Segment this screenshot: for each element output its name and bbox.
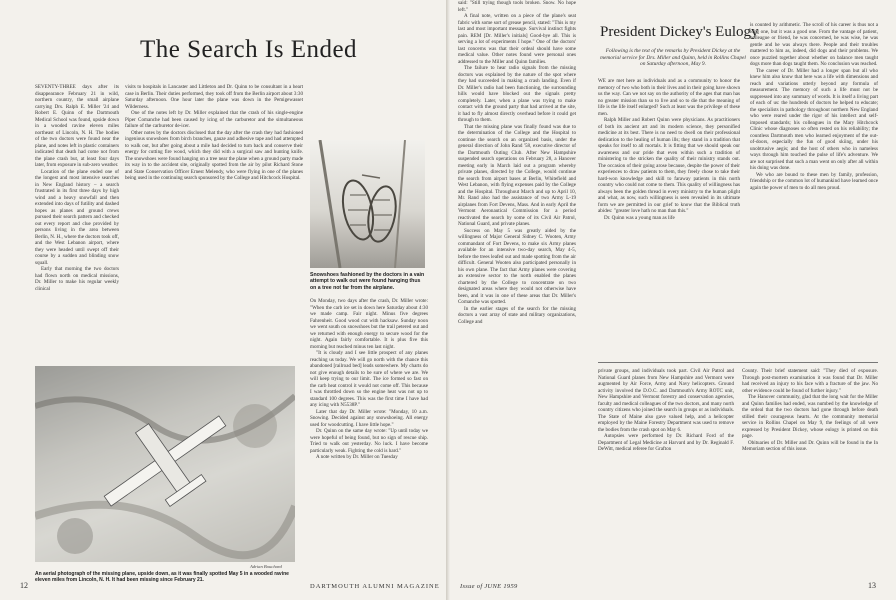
paragraph: Location of the plane ended one of the longest and most intensive searches in New England history – a search frustrated in its first three days by high wind and a heavy snowfall and then extended into days of futility and dashed hopes as planes and ground crews pursued their search pattern and checked out every report and clue provided by persons living in the area between Berlin, N. H., where the doctors took off, and the West Lebanon airport, where they were headed until swept off their course by a sudden and blinding snow squall. (35, 168, 119, 266)
article-column-1 (35, 84, 119, 356)
article-continuation-column (458, 0, 576, 440)
snowshoes-illustration (310, 140, 425, 268)
paragraph: Dr. Quinn was a young man as life (604, 214, 675, 221)
article-column-3 (310, 298, 428, 574)
eulogy-column-1 (598, 78, 740, 358)
snowshoes-caption: Snowshoes fashioned by the doctors in a vain attempt to walk out were found hanging thus on a tree not far from the airplane. (310, 272, 425, 291)
snowshoes-photo (310, 140, 425, 268)
paragraph: The failure to hear radio signals from the missing doctors was explained by the nature of the spot where they had succeeded in making a crash landing. Even if Dr. Miller's radio had been functioning, the surrounding hills would have blocked out the signals pretty completely. Later, when a plane was trying to make contact with the ground party that had arrived at the site, it had to fly almost directly overhead before it could get through to them. (458, 65, 576, 123)
paragraph (598, 78, 740, 117)
aerial-plane-photo (35, 366, 295, 562)
magazine-title-footer: DARTMOUTH ALUMNI MAGAZINE (310, 583, 440, 590)
paragraph: County. Their brief statement said: "They died of exposure. Through post-mortem examination it was found that Dr. Miller had received an injury to his face with a fracture of the jaw. No other evidence could be found of further injury." (742, 368, 878, 394)
paragraph-text: WE are met here as individuals and as a community to honor the memory of two who both in their lives and in their going have shown us the way. Can we not say on the authority of the ages that man has no greater mission than so to live and so to die that the meaning of life is the life itself enlarged? Such at least was the privilege of these men. (598, 78, 740, 117)
paragraph: SEVENTY-THREE days after its disappearance February 21 in wild, northern country, the small airplane carrying Drs. Ralph E. Miller '24 and Robert E. Quinn of the Dartmouth Medical School was found, upside down in a wooded ravine eleven miles northeast of Lincoln, N. H. The bodies of the two doctors were found near the plane, and notes left in plastic containers indicated that death had come not from the plane crash but, at least four days later, from exposure in sub-zero weather. (35, 84, 119, 168)
paragraph: On Monday, two days after the crash, Dr. Miller wrote: "When the carb ice set in down here Saturday about 4:30 we made camp. Fair night. Minus five degrees Fahrenheit. Good wood cut with hacksaw. Sunday noon we went south on snowshoes but the trail petered out and we returned with enough energy to secure wood for the night. Again fairly comfortable. It is plus five this morning but reached minus ten last night. (310, 298, 428, 350)
paragraph: is counted by arithmetic. The scroll of his career is thus not a long one, but it was a good one. From the vantage of patient, colleague or friend, he was concerned, he was wise, he was gentle and he was always there. People and their troubles mattered to him as, indeed, did dogs and their problems. We once puzzled together about whether on balance men taught dogs more than dogs taught them. No conclusion was reached. (750, 22, 878, 67)
right-page (450, 0, 896, 600)
article-column-2 (125, 84, 303, 356)
paragraph: A note written by Dr. Miller on Tuesday (316, 454, 398, 460)
page-number-left: 12 (20, 581, 28, 590)
section-divider (598, 362, 878, 363)
article-headline: The Search Is Ended (140, 36, 358, 63)
eulogy-headline: President Dickey's Eulogy (600, 24, 759, 40)
plane-illustration (35, 366, 295, 562)
paragraph: We who are bound to these men by family, profession, friendship or the common lot of humankind have learned once again the power of men to do all men proud. (750, 171, 878, 191)
paragraph: One of the notes left by Dr. Miller explained that the crash of his single-engine Piper Comanche had been caused by icing of the carburetor and the simultaneous failure of the carburetor de-icer. (125, 110, 303, 129)
paragraph: visits to hospitals in Lancaster and Littleton and Dr. Quinn to be consultant in a heart case in Berlin. Their duties performed, they took off from the Berlin airport about 3:30 Saturday afternoon. One hour later the plane was down in the Pemigewasset Wilderness. (125, 84, 303, 110)
paragraph: That the missing plane was finally found was due to the determination of the College and the Hospital to continue the search on an organized basis, under the general direction of John Rand '58, executive director of the Dartmouth Outing Club. After New Hampshire suspended search operations on February 28, a Hanover meeting early in March laid out a program whereby private planes, directed by the College, would continue the search from airport bases at Berlin, Whitefield and West Lebanon, with flying expenses paid by the College and the Hospital. Throughout March and up to April 10, Mr. Rand also had the assistance of two Army L-19 airplanes from Fort Devens, Mass. And in early April the Vermont Aeronautical Commission for a period reactivated the search by some of its Civil Air Patrol, National Guard, and private planes. (458, 123, 576, 227)
paragraph: "It is cloudy and I see little prospect of any planes reaching us today. We will go north with the chance this abandoned [railroad bed] leads somewhere. My charts do not give enough details to be sure of where we are. We will keep trying to our limit. The ice formed so fast on the carb heat control it would not come off. This because I was throttled down so the engine heat was not up to standard 100 degrees. This was the first time I have had any icing with N5538P." (310, 350, 428, 408)
paragraph: private groups, and individuals took part. Civil Air Patrol and National Guard planes from New Hampshire and Vermont were augmented by Air Force, Army and Navy helicopters. Ground activity involved the D.O.C. and Dartmouth's Army ROTC unit, New Hampshire and Vermont forestry and conservation agencies, faculty and medical colleagues of the two doctors, and many north country citizens who joined the search in groups or as individuals. The State of Maine also gave valued help, and a helicopter employed by the Maine Forestry Department was used to remove the bodies from the crash spot on May 6. (598, 368, 734, 433)
left-page (0, 0, 446, 600)
paragraph: The Hanover community, glad that the long wait for the Miller and Quinn families had ended, was numbed by the knowledge of the ordeal that the two doctors had gone through before death stilled their courageous hearts. At the community memorial service in Rollins Chapel on May 9, the feelings of all were expressed by President Dickey, whose eulogy is printed on this page. (742, 394, 878, 439)
paragraph: A final note, written on a piece of the plane's seat fabric with some sort of grease pencil, stated: "This is my last and most important message. Survival instinct fights pain. REM [Dr. Miller's initials] Good-bye all. This is serving a lot of experiments I hope." One of the doctors' last concerns was that their ordeal should have some medical value. Other notes found were personal ones addressed to the Miller and Quinn families. (458, 13, 576, 65)
eulogy-intro: Following is the text of the remarks by President Dickey at the memorial service for Drs. Miller and Quinn, held in Rollins Chapel on Saturday afternoon, May 9. (600, 48, 746, 68)
paragraph: The career of Dr. Miller had a longer span but all who knew him also know that here was a life with dimensions and reach and variations utterly beyond any formula of measurement. The memory of such a life must not be suppressed into any summary of words. It is itself a living part of each of us: the hundreds of doctors he helped to educate; the specialists in pathology throughout northern New England who were reared under the rigor of his intellect and self-imposed standards; his colleagues in the Mary Hitchcock Clinic whose diagnoses so often rested on his reliability; the countless Dartmouth men who learned enjoyment of the out-of-doors, especially the fun of good skiing, under his unobtrusive aegis; and the host of others who in nameless ways through him touched the pulse of life's adventure. We are not surprised that such a man went on only after all within his doing was done. (750, 67, 878, 171)
paragraph: said: "Still trying though tools broken. Snow. No hope left." (458, 0, 576, 13)
plane-caption: An aerial photograph of the missing plane, upside down, as it was finally spotted May 5 in a wooded ravine eleven miles from Lincoln, N. H. It had been missing since February 21. (35, 571, 289, 583)
paragraph: In the earlier stages of the search for the missing doctors a vast array of state and military organizations, College and (458, 305, 576, 325)
eulogy-column-2 (750, 22, 878, 358)
photo-credit: Adrian Bouchard (250, 564, 282, 569)
paragraph: Obituaries of Dr. Miller and Dr. Quinn will be found in the In Memoriam section of this issue. (742, 439, 878, 452)
page-number-right: 13 (868, 581, 876, 590)
paragraph: Early that morning the two doctors had flown north on medical missions, Dr. Miller to make his regular weekly clinical (35, 266, 119, 292)
paragraph: Later that day Dr. Miller wrote: "Monday, 10 a.m. Snowing. Decided against any snowshoeing. All energy used for woodcutting. I have little hope." (310, 408, 428, 428)
paragraph: Other notes by the doctors disclosed that the day after the crash they had fashioned ingenious snowshoes from birch branches, gauze and adhesive tape and had attempted to walk out, but after going about a mile had decided to turn back and conserve their energy for cutting fire wood, which they did with a surgical saw and hunting knife. The snowshoes were found hanging on a tree near the plane when a ground party made its way in to the accident site, originally spotted from the air by pilot Richard Stone and State Conservation Officer Ernest Melendy, who were flying in one of the planes being used in the continuing search sponsored by the College and Hitchcock Hospital. (125, 129, 303, 181)
paragraph: Ralph Miller and Robert Quinn were physicians. As practitioners of both its ancient art and its modern science, they personified medicine at its best. There is no need to dwell on their professional dedication to the healing of human ills; they stand in a tradition that speaks for itself to all mortals. It is fitting that we should speak our awareness and our pride that even within such a tradition of ministering to the stricken the quality of their ministry stands out. The occasion of their going arose because, despite the power of their experiences to draw patients to them, they freely chose to take their hard-won knowledge and skill to faraway patients in this north country who could not come to them. This quality of willingness has always been the golden thread in every ministry to the human plight and what, as now, such willingness is seen revealed in its ultimate form we are permitted in our grief to know that the Biblical truth abides: "greater love hath no man than this." (598, 117, 740, 214)
paragraph: Autopsies were performed by Dr. Richard Ford of the Department of Legal Medicine at Harvard and by Dr. Reginald F. DeWitt, medical referee for Grafton (598, 433, 734, 452)
paragraph: Dr. Quinn on the same day wrote: "Up until today we were hopeful of being found, but no sign of rescue ship. Tried to walk out yesterday. No luck. I have become particularly weak. Fighting the cold is hard." (310, 428, 428, 454)
paragraph: Success on May 5 was greatly aided by the willingness of Major General Sidney C. Wooten, Army commandant of Fort Devens, to make six Army planes available for an intensive two-day search, May 4-5, before the trees leafed out and made spotting from the air difficult. General Wooten also participated personally in his own plane. The fact that Army planes were covering an extensive sector to the north enabled the planes chartered by the College to concentrate on two designated areas where they would not otherwise have been, and it was in one of these areas that Dr. Miller's Comanche was spotted. (458, 227, 576, 305)
article-bottom-column-1 (598, 368, 734, 574)
issue-date-footer: Issue of JUNE 1959 (460, 583, 518, 590)
article-bottom-column-2 (742, 368, 878, 574)
